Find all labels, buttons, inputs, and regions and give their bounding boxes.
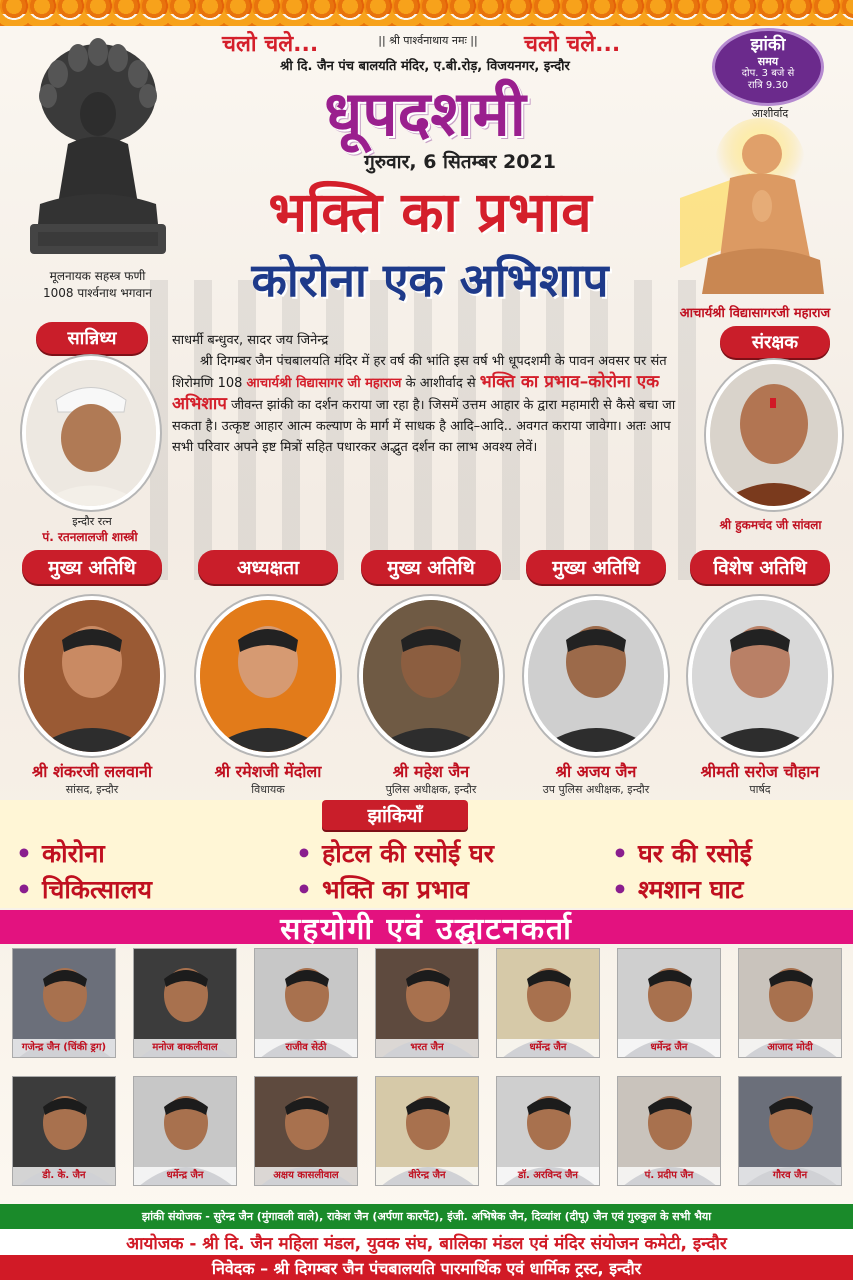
sahyogi-name: राजीव सेठी	[255, 1039, 357, 1057]
jhanki-item-label: घर की रसोई	[637, 839, 752, 868]
letter-p2: जीवन्त झांकी का दर्शन कराया जा रहा है। जिसमें उत्तम आहार के द्वारा महामारी से कैसे बचा जा सकता है। उत्कृष्ट आहार आत्म कल्याण के मार्ग में साधक है आदि–आदि.. अवगत कराया जावेगा। अतः आप सभी परिवार अपने इष्ट मित्रों सहित पधारकर अद्भुत दर्शन का लाभ अवश्य लेवें।	[172, 398, 676, 455]
sahyogi-name: डी. के. जैन	[13, 1167, 115, 1185]
letter-p1-end: के आशीर्वाद से	[405, 376, 476, 391]
guest-portrait-0	[20, 596, 164, 756]
sahyogi-photo-13	[738, 1076, 842, 1186]
sahyogi-photo-10	[375, 1076, 479, 1186]
bullet-icon: •	[16, 875, 32, 904]
guest-desc-1: विधायक	[251, 783, 285, 796]
badge-time-line1: दोप. 3 बजे से	[741, 68, 795, 79]
guest-desc-4: पार्षद	[749, 783, 771, 796]
jhanki-time-badge	[712, 28, 824, 106]
theme-line2: कोरोना एक अभिशाप	[251, 253, 609, 307]
guest-name-3: श्री अजय जैन	[555, 762, 637, 781]
jhanki-item-5	[612, 872, 743, 906]
guest-portrait-4	[688, 596, 832, 756]
guest-photo-image	[363, 600, 499, 752]
bullet-icon: •	[612, 839, 628, 868]
sanrakshak-name: श्री हुकमचंद जी सांवला	[719, 518, 822, 532]
jhanki-item-label: कोरोना	[41, 839, 105, 868]
sahyogi-name: धर्मेन्द्र जैन	[134, 1167, 236, 1185]
jhanki-item-3	[16, 872, 152, 906]
sahyogi-name: आजाद मोदी	[739, 1039, 841, 1057]
sahyogi-name: डॉ. अरविन्द जैन	[497, 1167, 599, 1185]
chalo-chale-right: चलो चले...	[524, 32, 621, 57]
jhanki-item-label: भक्ति का प्रभाव	[321, 875, 469, 904]
bullet-icon: •	[296, 875, 312, 904]
guest-role-3: मुख्य अतिथि	[526, 550, 666, 584]
sahyogi-photo-11	[496, 1076, 600, 1186]
jhanki-item-1	[296, 836, 494, 870]
sahyogi-photo-12	[617, 1076, 721, 1186]
sannidhya-portrait-image	[26, 360, 156, 506]
venue: श्री दि. जैन पंच बालयति मंदिर, ए.बी.रोड़, विजयनगर, इन्दौर	[280, 59, 570, 74]
idol-caption	[10, 268, 185, 302]
guest-desc-0: सांसद, इन्दौर	[65, 783, 119, 796]
sahyogi-photo-9	[254, 1076, 358, 1186]
guest-portrait-2	[359, 596, 503, 756]
guest-name-4: श्रीमती सरोज चौहान	[700, 762, 820, 781]
footer-nivedak: निवेदक – श्री दिगम्बर जैन पंचबालयति पारमार्थिक एवं धार्मिक ट्रस्ट, इन्दौर	[0, 1255, 853, 1280]
sanrakshak-portrait	[706, 360, 842, 510]
idol-caption-line2: 1008 पार्श्वनाथ भगवान	[43, 286, 152, 300]
guest-photo-image	[200, 600, 336, 752]
sahyogi-photo-1	[133, 948, 237, 1058]
sahyogi-name: गौरव जैन	[739, 1167, 841, 1185]
footer-sanyojak: झांकी संयोजक - सुरेन्द्र जैन (मुंगावली वाले), राकेश जैन (अर्पणा कारपेंट), इंजी. अभिषेक जैन, दिव्यांश (दीपू) जैन एवं गुरुकुल के सभी भैया	[0, 1204, 853, 1229]
jhanki-item-label: चिकित्सालय	[41, 875, 152, 904]
marigold-garland	[0, 0, 853, 26]
sahyogi-photo-6	[738, 948, 842, 1058]
sahyogi-photo-8	[133, 1076, 237, 1186]
guest-desc-3: उप पुलिस अधीक्षक, इन्दौर	[542, 783, 650, 796]
jhanki-item-4	[296, 872, 469, 906]
main-title: धूपदशमी	[324, 77, 526, 150]
sahyogi-title: सहयोगी एवं उद्घाटनकर्ता	[0, 910, 853, 944]
bullet-icon: •	[296, 839, 312, 868]
badge-time-line2: रात्रि 9.30	[747, 80, 789, 91]
blessing-label: आशीर्वाद	[751, 107, 789, 120]
guest-portrait-3	[524, 596, 668, 756]
footer-aayojak: आयोजक - श्री दि. जैन महिला मंडल, युवक संघ, बालिका मंडल एवं मंदिर संयोजन कमेटी, इन्दौर	[0, 1229, 853, 1255]
sannidhya-title: इन्दौर रत्न	[72, 515, 112, 528]
jhanki-item-label: श्मशान घाट	[637, 875, 744, 904]
sahyogi-name: पं. प्रदीप जैन	[618, 1167, 720, 1185]
sahyogi-name: धर्मेन्द्र जैन	[618, 1039, 720, 1057]
acharya-portrait-image	[680, 118, 832, 300]
idol-caption-line1: मूलनायक सहस्त्र फणी	[49, 269, 146, 283]
guest-photo-image	[528, 600, 664, 752]
jhanki-item-2	[612, 836, 752, 870]
letter-theme-highlight: भक्ति का प्रभाव–कोरोना एक अभिशाप	[172, 372, 660, 414]
sahyogi-photo-3	[375, 948, 479, 1058]
event-date: गुरुवार, 6 सितम्बर 2021	[364, 151, 556, 173]
acharya-name: आचार्यश्री विद्यासागरजी महाराज	[679, 306, 831, 321]
sahyogi-name: अक्षय कासलीवाल	[255, 1167, 357, 1185]
letter-p1: श्री दिगम्बर जैन पंचबालयति मंदिर में हर वर्ष की भांति इस वर्ष भी धूपदशमी के पावन अवसर पर संत शिरोमणि 108	[172, 354, 667, 391]
sahyogi-name: भरत जैन	[376, 1039, 478, 1057]
sannidhya-portrait	[22, 356, 160, 510]
bullet-icon: •	[16, 839, 32, 868]
sahyogi-name: मनोज बाकलीवाल	[134, 1039, 236, 1057]
theme-line1: भक्ति का प्रभाव	[268, 180, 592, 244]
guest-name-0: श्री शंकरजी ललवानी	[31, 762, 153, 781]
letter-acharya-highlight: आचार्यश्री विद्यासागर जी महाराज	[246, 376, 402, 391]
guest-photo-image	[692, 600, 828, 752]
guest-portrait-1	[196, 596, 340, 756]
parshvanath-idol-image	[18, 34, 178, 264]
sanrakshak-label: संरक्षक	[720, 326, 830, 358]
guest-role-2: मुख्य अतिथि	[361, 550, 501, 584]
sahyogi-photo-7	[12, 1076, 116, 1186]
guest-desc-2: पुलिस अधीक्षक, इन्दौर	[385, 783, 477, 796]
chalo-chale-left: चलो चले...	[222, 32, 319, 57]
sanrakshak-portrait-image	[710, 364, 838, 506]
bullet-icon: •	[612, 875, 628, 904]
letter-paragraph	[172, 351, 687, 458]
jhanki-item-label: होटल की रसोई घर	[321, 839, 494, 868]
sahyogi-photo-0	[12, 948, 116, 1058]
guest-name-1: श्री रमेशजी मेंदोला	[214, 762, 322, 781]
jhankiyan-label: झांकियाँ	[322, 800, 468, 830]
sahyogi-photo-5	[617, 948, 721, 1058]
badge-title: झांकी	[750, 35, 786, 55]
sahyogi-photo-2	[254, 948, 358, 1058]
guest-role-0: मुख्य अतिथि	[22, 550, 162, 584]
mantra: || श्री पार्श्वनाथाय नमः ||	[378, 34, 478, 47]
sannidhya-label: सान्निध्य	[36, 322, 148, 354]
jhanki-item-0	[16, 836, 105, 870]
sahyogi-photo-4	[496, 948, 600, 1058]
sannidhya-name: पं. रतनलालजी शास्त्री	[42, 530, 138, 544]
sahyogi-name: वीरेन्द्र जैन	[376, 1167, 478, 1185]
guest-photo-image	[24, 600, 160, 752]
guest-role-4: विशेष अतिथि	[690, 550, 830, 584]
guest-name-2: श्री महेश जैन	[392, 762, 470, 781]
guest-role-1: अध्यक्षता	[198, 550, 338, 584]
sahyogi-name: धर्मेन्द्र जैन	[497, 1039, 599, 1057]
greeting: साधर्मी बन्धुवर, सादर जय जिनेन्द्र	[172, 333, 329, 348]
sahyogi-name: गजेन्द्र जैन (चिंकी ड्रग)	[13, 1039, 115, 1057]
invitation-letter	[172, 330, 687, 458]
badge-subtitle: समय	[757, 55, 779, 68]
